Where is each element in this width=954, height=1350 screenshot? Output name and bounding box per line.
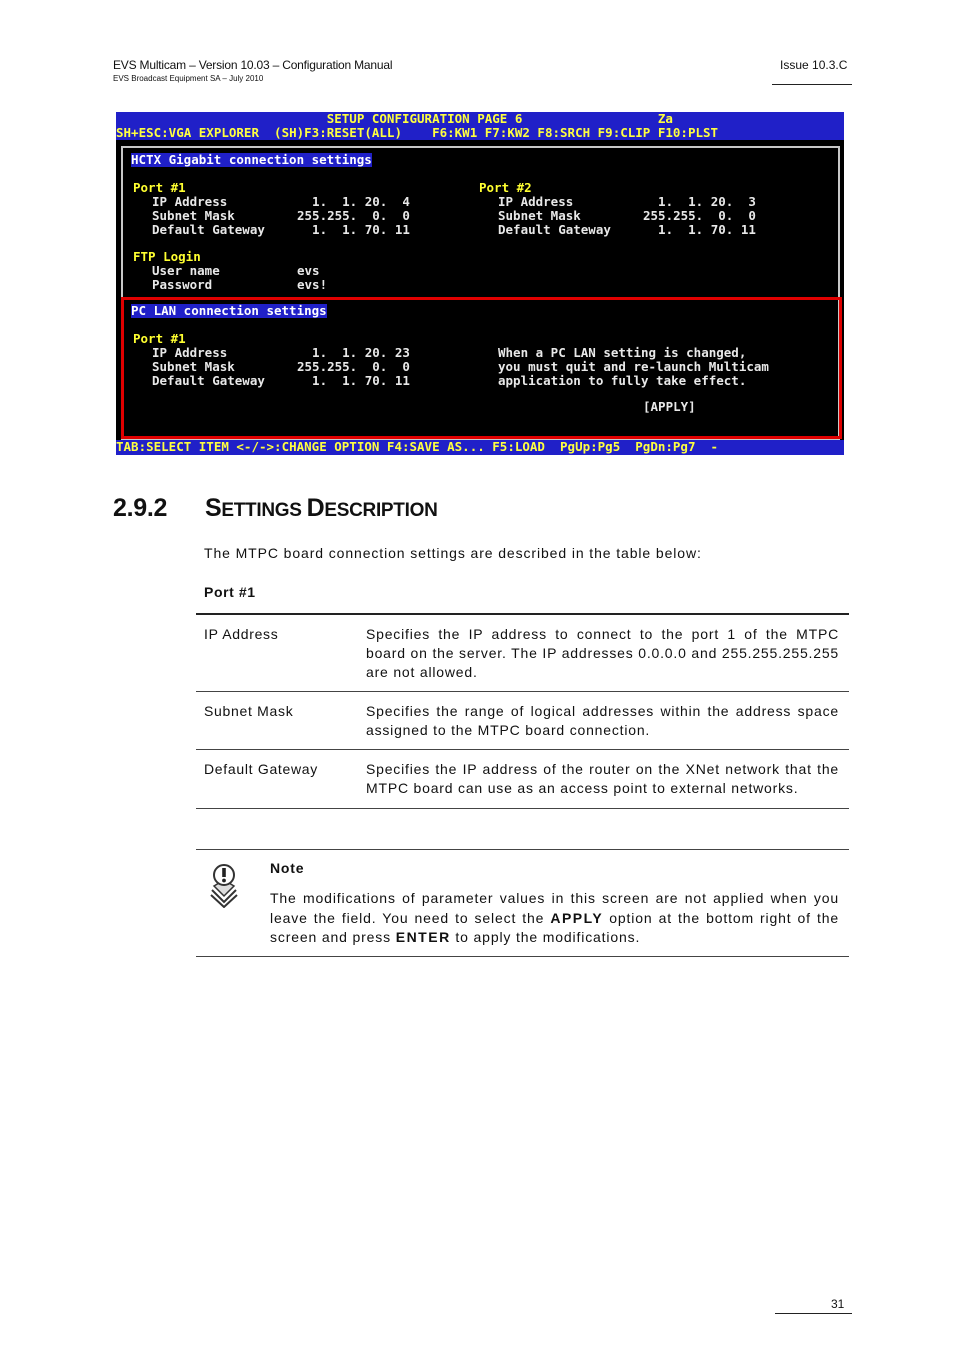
port1-ip-value[interactable]: 1. 1. 20. 4 — [297, 194, 410, 209]
ftp-user-value[interactable]: evs — [297, 263, 320, 278]
port1-subnet-value[interactable]: 255.255. 0. 0 — [297, 208, 410, 223]
note-body: The modifications of parameter values in this screen are not applied when you leave the field. You need to select the APPLY option at the bottom right of the screen and press ENTER to apply the modifications. — [270, 890, 839, 945]
pclan-gateway-label: Default Gateway — [152, 373, 265, 388]
port2-label: Port #2 — [479, 180, 532, 195]
port1-gateway-label: Default Gateway — [152, 222, 265, 237]
apply-keyword: APPLY — [550, 909, 604, 926]
header-rule — [772, 84, 852, 85]
table-row — [196, 692, 849, 750]
note-warning-icon — [206, 862, 242, 908]
section-number: 2.9.2 — [113, 494, 168, 522]
issue-label: Issue 10.3.C — [780, 58, 848, 72]
page-number: 31 — [831, 1297, 845, 1311]
ftp-heading: FTP Login — [133, 249, 201, 264]
table-row — [196, 615, 849, 692]
port1-gateway-value[interactable]: 1. 1. 70. 11 — [297, 222, 410, 237]
page-header — [113, 58, 392, 83]
setting-description: Specifies the IP address to connect to the port 1 of the MTPC board on the server. The IP addresses 0.0.0.0 and 255.255.255.255 are not allowed. — [366, 626, 839, 680]
pclan-ip-value[interactable]: 1. 1. 20. 23 — [297, 345, 410, 360]
shortcut-bar-top: SH+ESC:VGA EXPLORER (SH)F3:RESET(ALL) F6:KW1 F7:KW2 F8:SRCH F9:CLIP F10:PLST — [116, 126, 844, 140]
port2-ip-value[interactable]: 1. 1. 20. 3 — [643, 194, 756, 209]
port2-gateway-label: Default Gateway — [498, 222, 611, 237]
ftp-user-label: User name — [152, 263, 220, 278]
setting-description: Specifies the range of logical addresses within the address space assigned to the MTPC board connection. — [366, 703, 839, 738]
intro-paragraph: The MTPC board connection settings are described in the table below: — [204, 545, 702, 561]
note-box — [196, 849, 849, 957]
table-row — [196, 750, 849, 809]
shortcut-bar-bottom: TAB:SELECT ITEM <-/->:CHANGE OPTION F4:SAVE AS... F5:LOAD PgUp:Pg5 PgDn:Pg7 - — [116, 440, 844, 455]
port1-label: Port #1 — [133, 180, 186, 195]
setting-term: IP Address — [204, 626, 279, 642]
pclan-heading: PC LAN connection settings — [131, 303, 327, 318]
settings-table — [196, 613, 849, 809]
pclan-ip-label: IP Address — [152, 345, 228, 360]
pclan-message-line-2: you must quit and re-launch Multicam — [498, 359, 769, 374]
setting-description: Specifies the IP address of the router on the XNet network that the MTPC board can use as an access point to external networks. — [366, 761, 839, 796]
setting-term: Default Gateway — [204, 761, 318, 777]
pclan-message-line-3: application to fully take effect. — [498, 373, 747, 388]
pclan-subnet-value[interactable]: 255.255. 0. 0 — [297, 359, 410, 374]
manual-title: EVS Multicam – Version 10.03 – Configuration Manual — [113, 58, 393, 72]
port2-gateway-value[interactable]: 1. 1. 70. 11 — [643, 222, 756, 237]
port1-ip-label: IP Address — [152, 194, 228, 209]
enter-keyword: ENTER — [395, 929, 451, 945]
footer-rule — [775, 1313, 852, 1314]
port1-subnet-label: Subnet Mask — [152, 208, 235, 223]
pclan-subnet-label: Subnet Mask — [152, 359, 235, 374]
pclan-port-label: Port #1 — [133, 331, 186, 346]
section-heading — [113, 494, 437, 523]
section-title: SETTINGS DESCRIPTION — [205, 494, 438, 522]
note-title: Note — [270, 860, 305, 876]
pclan-highlight-box — [121, 297, 842, 439]
pclan-gateway-value[interactable]: 1. 1. 70. 11 — [297, 373, 410, 388]
port2-subnet-label: Subnet Mask — [498, 208, 581, 223]
port2-ip-label: IP Address — [498, 194, 574, 209]
ftp-password-label: Password — [152, 277, 213, 292]
port-subheading: Port #1 — [204, 584, 256, 600]
setting-term: Subnet Mask — [204, 703, 294, 719]
apply-button[interactable]: [APPLY] — [643, 399, 696, 414]
pclan-message-line-1: When a PC LAN setting is changed, — [498, 345, 747, 360]
gigabit-heading: HCTX Gigabit connection settings — [131, 152, 372, 167]
screen-title-bar: SETUP CONFIGURATION PAGE 6 Za — [116, 112, 844, 126]
ftp-password-value[interactable]: evs! — [297, 277, 328, 292]
manual-subtitle: EVS Broadcast Equipment SA – July 2010 — [113, 74, 264, 83]
port2-subnet-value[interactable]: 255.255. 0. 0 — [643, 208, 756, 223]
